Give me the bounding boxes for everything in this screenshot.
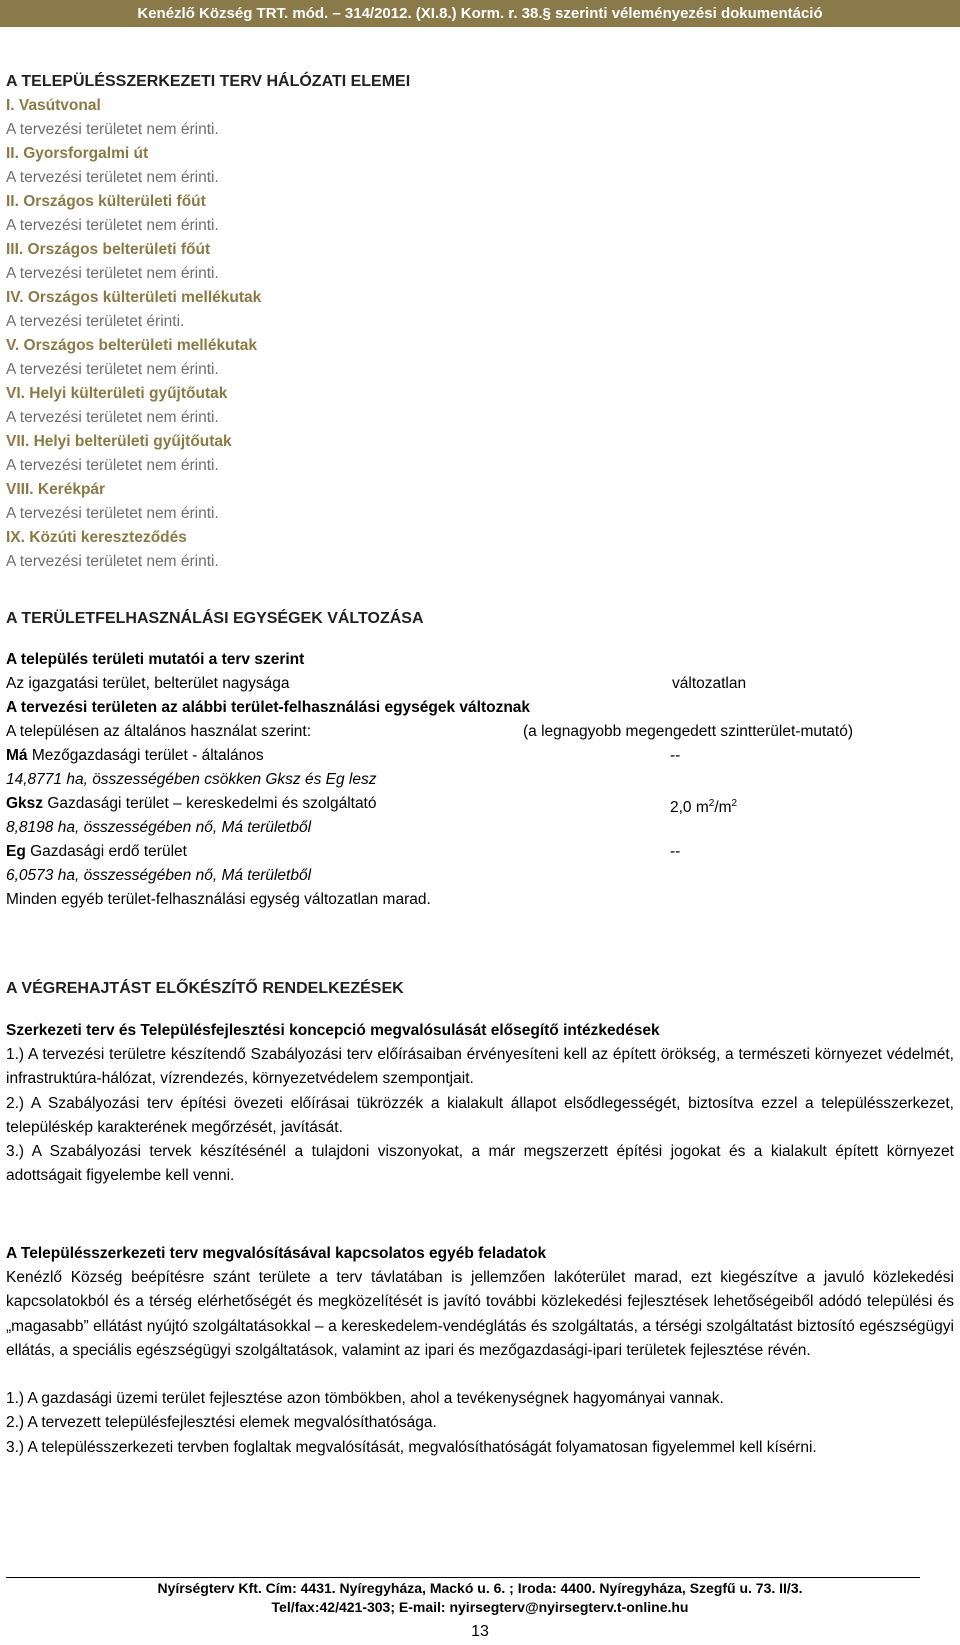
network-section — [6, 70, 954, 574]
network-item-text: A tervezési területet nem érinti. — [6, 121, 219, 138]
unit-code: Má — [6, 747, 28, 764]
prep-paragraph: 2.) A Szabályozási terv építési övezeti előírásai tükrözzék a kialakult állapot elsődlegességét, biztosítva ezzel a településszerkezet, településkép karakterének megőrzését, javítását. — [6, 1094, 954, 1136]
network-item-text: A tervezési területet nem érinti. — [6, 457, 219, 474]
prep-subtitle: Szerkezeti terv és Településfejlesztési koncepció megvalósulását elősegítő intézkedések — [6, 1022, 660, 1039]
unit-value: -- — [670, 747, 681, 764]
changes-heading: A tervezési területen az alábbi terület-felhasználási egységek változnak — [6, 699, 531, 716]
prep-section — [6, 977, 954, 1189]
network-item-text: A tervezési területet nem érinti. — [6, 217, 219, 234]
network-item-heading: II. Országos külterületi főút — [6, 193, 206, 210]
admin-row — [6, 672, 954, 696]
landuse-closing: Minden egyéb terület-felhasználási egység változatlan marad. — [6, 891, 431, 908]
page-header: Kenézlő Község TRT. mód. – 314/2012. (XI.8.) Korm. r. 38.§ szerinti véleményezési dokumentáció — [0, 0, 960, 27]
network-item-heading: VIII. Kerékpár — [6, 481, 106, 498]
general-value: (a legnagyobb megengedett szintterület-mutató) — [523, 723, 854, 740]
footer-address: Nyírségterv Kft. Cím: 4431. Nyíregyháza, Mackó u. 6. ; Iroda: 4400. Nyíregyháza, Szegfű u. 73. II/3. — [157, 1580, 803, 1596]
landuse-title: A TERÜLETFELHASZNÁLÁSI EGYSÉGEK VÁLTOZÁSA — [6, 610, 424, 627]
network-item-text: A tervezési területet nem érinti. — [6, 505, 219, 522]
tasks-intro: Kenézlő Község beépítésre szánt területe a terv távlatában is jellemzően lakóterület marad, ezt kiegészítve a javuló közlekedési kapcsolatokból és a térség elérhetőségét és megközelítését is javító további közlekedési fejlesztések lehetőségeiből adódó települési és „magasabb” ellátást nyújtó szolgáltatásokkal – a kereskedelem-vendéglátás és szolgáltatás, a térségi szolgáltatást biztosító egészségügyi ellátás, a speciális egészségügyi szolgáltatások, valamint az ipari és mezőgazdasági-ipari területek fejlesztése révén. — [6, 1269, 954, 1359]
unit-value: -- — [670, 843, 681, 860]
prep-title: A VÉGREHAJTÁST ELŐKÉSZÍTŐ RENDELKEZÉSEK — [6, 980, 404, 997]
network-item-heading: V. Országos belterületi mellékutak — [6, 337, 257, 354]
general-row — [6, 720, 954, 744]
network-list — [6, 94, 954, 574]
network-item-text: A tervezési területet nem érinti. — [6, 409, 219, 426]
unit-note: 14,8771 ha, összességében csökken Gksz és Eg lesz — [6, 771, 377, 788]
network-item-heading: III. Országos belterületi főút — [6, 241, 211, 258]
landuse-subtitle: A település területi mutatói a terv szerint — [6, 651, 305, 668]
tasks-item: 2.) A tervezett településfejlesztési elemek megvalósíthatósága. — [6, 1414, 437, 1432]
footer-divider — [6, 1577, 920, 1578]
network-item-text: A tervezési területet érinti. — [6, 313, 185, 330]
network-item-heading: I. Vasútvonal — [6, 97, 101, 114]
unit-note: 6,0573 ha, összességében nő, Má területből — [6, 867, 312, 884]
unit-code: Eg — [6, 843, 26, 860]
tasks-title: A Településszerkezeti terv megvalósításával kapcsolatos egyéb feladatok — [6, 1245, 547, 1262]
footer-contact: Tel/fax:42/421-303; E-mail: nyirsegterv@nyirsegterv.t-online.hu — [271, 1599, 689, 1615]
unit-row — [6, 792, 954, 816]
network-item-text: A tervezési területet nem érinti. — [6, 361, 219, 378]
unit-name: Mezőgazdasági terület - általános — [27, 747, 264, 764]
network-item-heading: II. Gyorsforgalmi út — [6, 145, 149, 162]
prep-paragraph: 1.) A tervezési területre készítendő Szabályozási terv előírásaiban érvényesíteni kell az épített örökség, a természeti környezet védelmét, infrastruktúra-hálózat, vízrendezés, környezetvédelem szempontjait. — [6, 1046, 954, 1088]
tasks-item: 3.) A településszerkezeti tervben foglaltak megvalósítását, megvalósíthatóságát folyamatosan figyelemmel kell kísérni. — [6, 1438, 817, 1456]
network-title: A TELEPÜLÉSSZERKEZETI TERV HÁLÓZATI ELEMEI — [6, 73, 411, 90]
admin-label: Az igazgatási terület, belterület nagysága — [6, 675, 290, 692]
unit-row — [6, 744, 954, 768]
unit-note: 8,8198 ha, összességében nő, Má területből — [6, 819, 312, 836]
prep-paragraph: 3.) A Szabályozási tervek készítésénél a tulajdoni viszonyokat, a már megszerzett építési jogokat és a kialakult épített környezet adottságait figyelembe kell venni. — [6, 1143, 954, 1185]
page-number: 13 — [471, 1623, 489, 1640]
network-item-text: A tervezési területet nem érinti. — [6, 169, 219, 186]
network-item-heading: IX. Közúti kereszteződés — [6, 529, 187, 546]
network-item-text: A tervezési területet nem érinti. — [6, 553, 219, 570]
tasks-section — [6, 1242, 954, 1460]
network-item-heading: IV. Országos külterületi mellékutak — [6, 289, 262, 306]
network-item-text: A tervezési területet nem érinti. — [6, 265, 219, 282]
unit-name: Gazdasági terület – kereskedelmi és szolgáltató — [43, 795, 377, 812]
network-item-heading: VII. Helyi belterületi gyűjtőutak — [6, 433, 232, 450]
landuse-section — [6, 607, 954, 912]
unit-name: Gazdasági erdő terület — [25, 843, 187, 860]
general-label: A településen az általános használat szerint: — [6, 723, 312, 740]
admin-value: változatlan — [672, 675, 747, 692]
unit-value: 2,0 $m^2/m^2$ — [670, 798, 738, 817]
network-item-heading: VI. Helyi külterületi gyűjtőutak — [6, 385, 228, 402]
unit-row — [6, 840, 954, 864]
tasks-item: 1.) A gazdasági üzemi terület fejlesztése azon tömbökben, ahol a tevékenységnek hagyományai vannak. — [6, 1390, 724, 1408]
unit-code: Gksz — [6, 795, 44, 812]
